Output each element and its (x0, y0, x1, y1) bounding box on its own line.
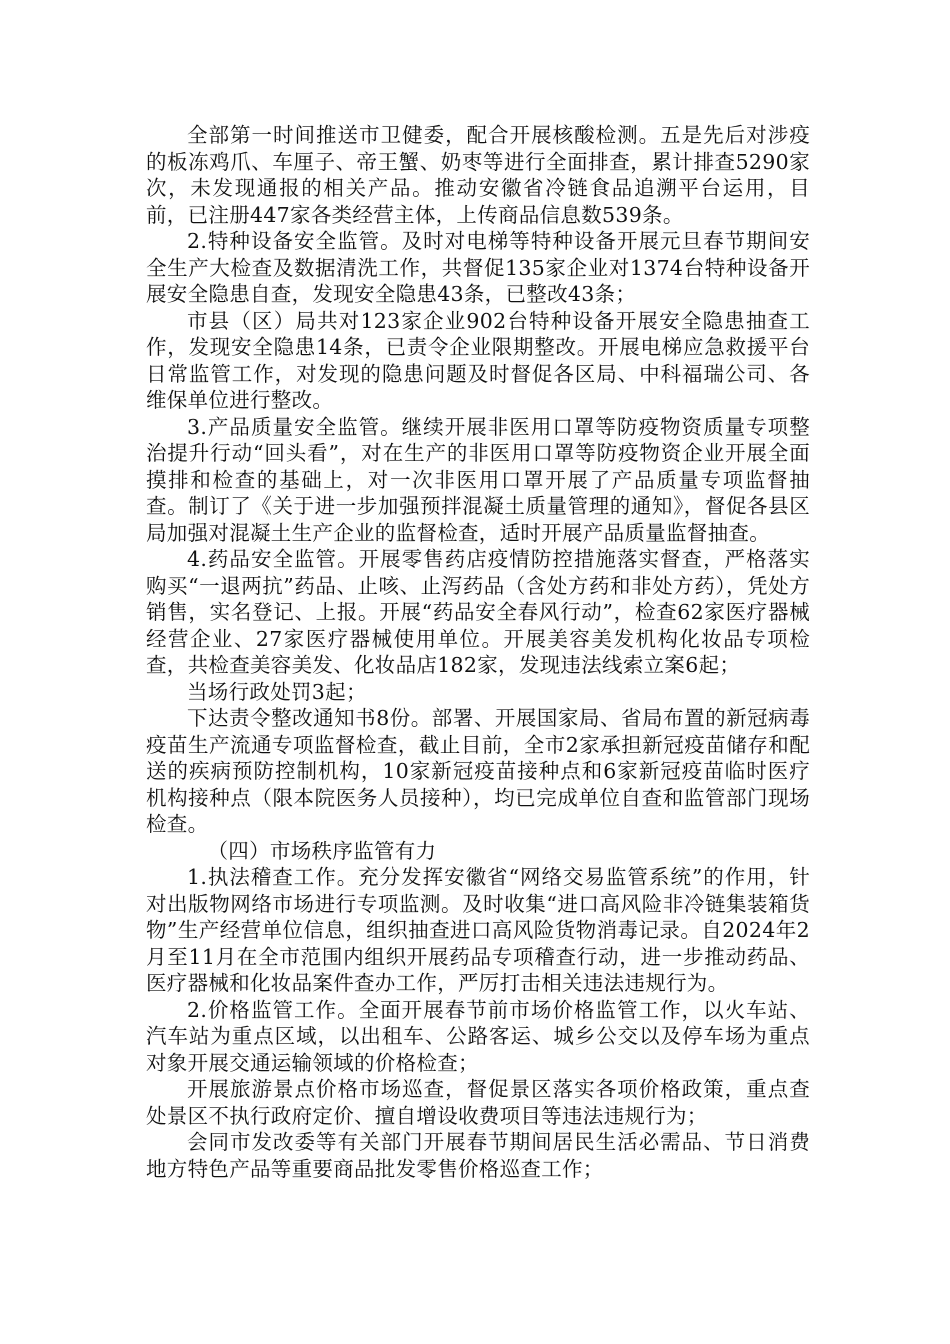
paragraph-product-quality: 3.产品质量安全监管。继续开展非医用口罩等防疫物资质量专项整治提升行动“回头看”，对在生产的非医用口罩等防疫物资企业开展全面摸排和检查的基础上，对一次非医用口罩开展了产品质量专项监督抽查。制订了《关于进一步加强预拌混凝土质量管理的通知》，督促各县区局加强对混凝土生产企业的监督检查，适时开展产品质量监督抽查。 (146, 414, 810, 545)
document-body (146, 122, 810, 1182)
paragraph-holiday-price-patrol: 会同市发改委等有关部门开展春节期间居民生活必需品、节日消费地方特色产品等重要商品批发零售价格巡查工作； (146, 1130, 810, 1181)
paragraph-drug-safety: 4.药品安全监管。开展零售药店疫情防控措施落实督查，严格落实购买“一退两抗”药品、止咳、止泻药品（含处方药和非处方药），凭处方销售，实名登记、上报。开展“药品安全春风行动”，检查62家医疗器械经营企业、27家医疗器械使用单位。开展美容美发机构化妆品专项检查，共检查美容美发、化妆品店182家，发现违法线索立案6起； (146, 547, 810, 677)
paragraph-price-supervision: 2.价格监管工作。全面开展春节前市场价格监管工作，以火车站、汽车站为重点区域，以出租车、公路客运、城乡公交以及停车场为重点对象开展交通运输领域的价格检查； (146, 997, 810, 1075)
paragraph-law-enforcement: 1.执法稽查工作。充分发挥安徽省“网络交易监管系统”的作用，针对出版物网络市场进行专项监测。及时收集“进口高风险非冷链集装箱货物”生产经营单位信息，组织抽查进口高风险货物消毒记录。自2024年2月至11月在全市范围内组织开展药品专项稽查行动，进一步推动药品、医疗器械和化妆品案件查办工作，严厉打击相关违法违规行为。 (146, 865, 810, 995)
section-heading-market-order: （四）市场秩序监管有力 (207, 838, 437, 863)
paragraph-special-equipment: 2.特种设备安全监管。及时对电梯等特种设备开展元旦春节期间安全生产大检查及数据清洗工作，共督促135家企业对1374台特种设备开展安全隐患自查，发现安全隐患43条，已整改43条； (146, 229, 810, 306)
paragraph-tourism-price: 开展旅游景点价格市场巡查，督促景区落实各项价格政策，重点查处景区不执行政府定价、擅自增设收费项目等违法违规行为； (146, 1077, 810, 1128)
paragraph-onsite-penalty: 当场行政处罚3起； (187, 679, 367, 704)
paragraph-equipment-inspection: 市县（区）局共对123家企业902台特种设备开展安全隐患抽查工作，发现安全隐患14条，已责令企业限期整改。开展电梯应急救援平台日常监管工作，对发现的隐患问题及时督促各区局、中科福瑞公司、各维保单位进行整改。 (146, 308, 810, 412)
paragraph-rectification-notices: 下达责令整改通知书8份。部署、开展国家局、省局布置的新冠病毒疫苗生产流通专项监督检查，截止目前，全市2家承担新冠疫苗储存和配送的疾病预防控制机构，10家新冠疫苗接种点和6家新冠疫苗临时医疗机构接种点（限本院医务人员接种），均已完成单位自查和监管部门现场检查。 (146, 706, 810, 836)
paragraph-covid-coldchain: 全部第一时间推送市卫健委，配合开展核酸检测。五是先后对涉疫的板冻鸡爪、车厘子、帝王蟹、奶枣等进行全面排查，累计排查5290家次，未发现通报的相关产品。推动安徽省冷链食品追溯平台运用，目前，已注册447家各类经营主体，上传商品信息数539条。 (146, 123, 810, 227)
